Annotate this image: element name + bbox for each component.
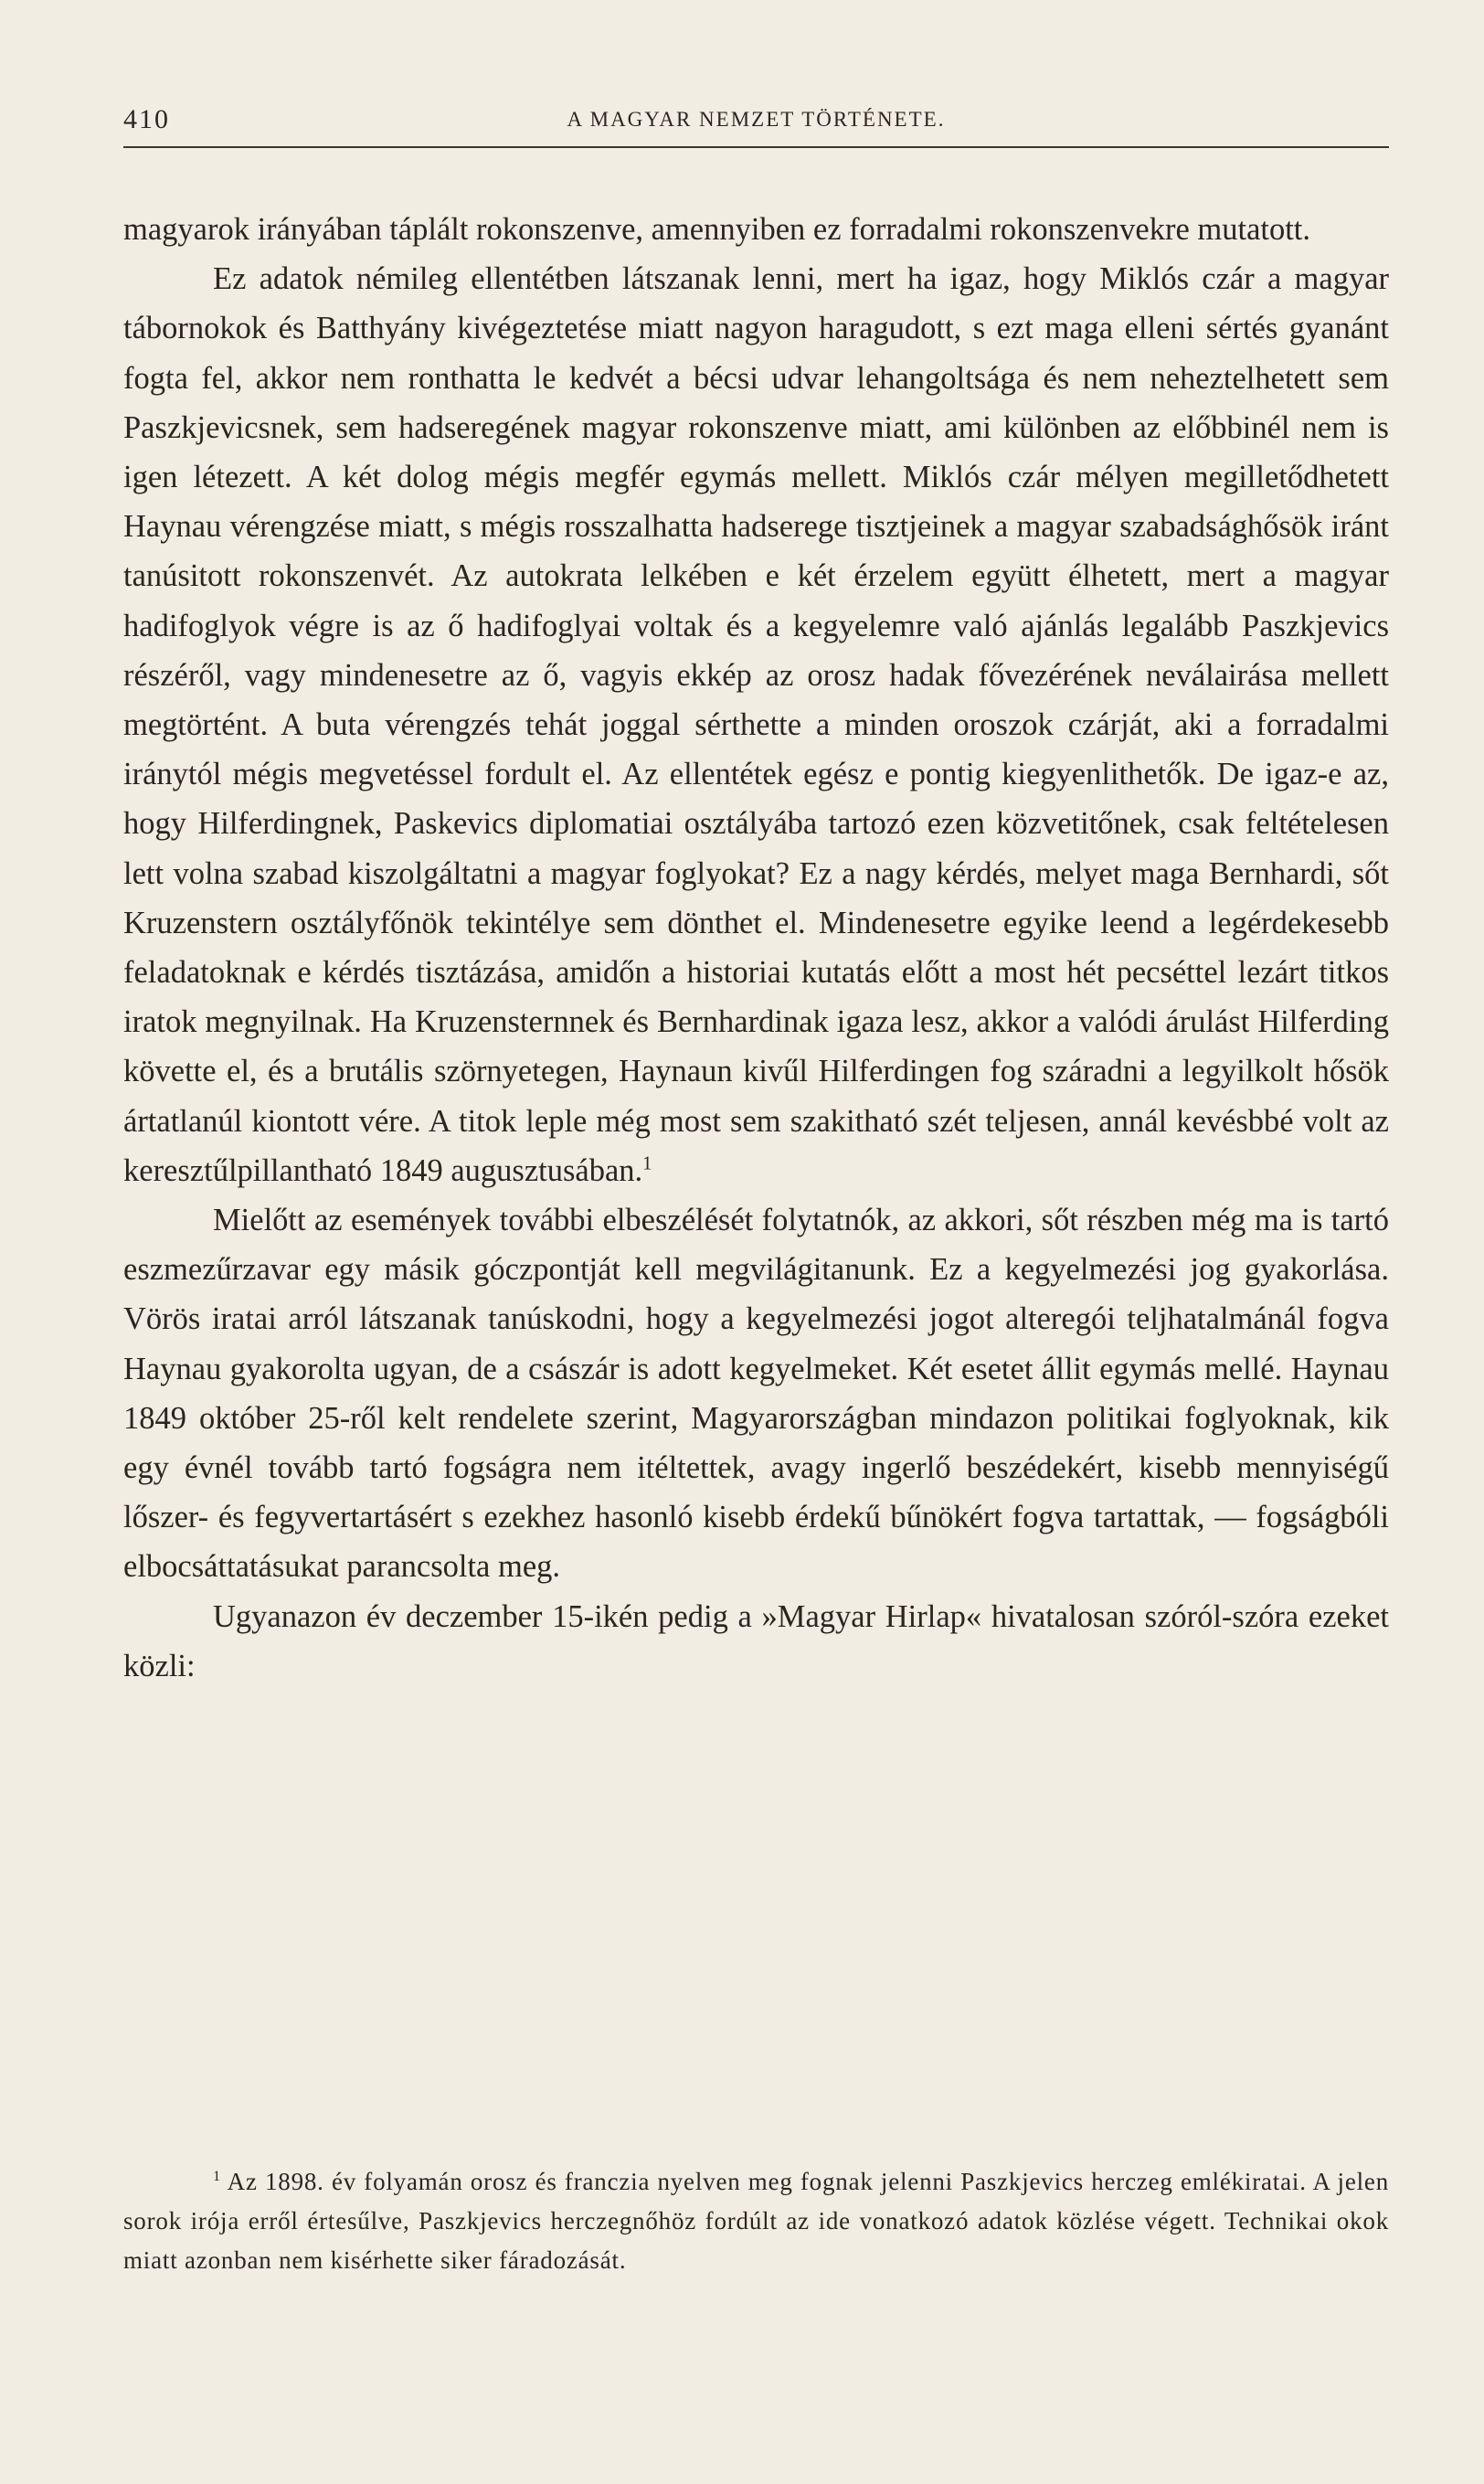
running-title: A MAGYAR NEMZET TÖRTÉNETE. (567, 108, 946, 131)
paragraph-1: magyarok irányában táplált rokonszenve, amennyiben ez forradalmi rokonszenvekre mutatott. (123, 212, 1311, 247)
footnote-1 (123, 2162, 1389, 2280)
paragraph-2-text: Ez adatok némileg ellentétben látszanak lenni, mert ha igaz, hogy Miklós czár a magyar tábornokok és Batthyány kivégeztetése miatt nagyon haragudott, s ezt maga elleni sértés gyanánt fogta fel, akkor nem ronthatta le kedvét a bécsi udvar lehangoltsága és nem neheztelhetett sem Paszkjevicsnek, sem hadseregének magyar rokonszenve miatt, ami különben az előbbinél nem is igen létezett. A két dolog mégis megfér egymás mellett. Miklós czár mélyen megilletődhetett Haynau vérengzése miatt, s mégis rosszalhatta hadserege tisztjeinek a magyar szabadsághősök iránt tanúsitott rokonszenvét. Az autokrata lelkében e két érzelem együtt élhetett, mert a magyar hadifoglyok végre is az ő hadifoglyai voltak és a kegyelemre való ajánlás legalább Paszkjevics részéről, vagy mindenesetre az ő, vagyis ekkép az orosz hadak fővezérének neválairása mellett megtörtént. A buta vérengzés tehát joggal sérthette a minden oroszok czárját, aki a forradalmi iránytól mégis megvetéssel fordult el. Az ellentétek egész e pontig kiegyenlithetők. De igaz-e az, hogy Hilferdingnek, Paskevics diplomatiai osztályába tartozó ezen közvetitőnek, csak feltételesen lett volna szabad kiszolgáltatni a magyar foglyokat? Ez a nagy kérdés, melyet maga Bernhardi, sőt Kruzenstern osztályfőnök tekintélye sem dönthet el. Mindenesetre egyike leend a legérdekesebb feladatoknak e kérdés tisztázása, amidőn a historiai kutatás előtt a most hét pecséttel lezárt titkos iratok megnyilnak. Ha Kruzensternnek és Bernhardinak igaza lesz, akkor a valódi árulást Hilferding követte el, és a brutális szörnyetegen, Haynaun kivűl Hilferdingen fog száradni a legyilkolt hősök ártatlanúl kiontott vére. A titok leple még most sem szakitható szét teljesen, annál kevésbbé volt az keresztűlpillantható 1849 augusztusában. (123, 261, 1389, 1188)
page-number: 410 (123, 104, 170, 134)
footnote-text: Az 1898. év folyamán orosz és franczia nyelven meg fognak jelenni Paszkjevics herczeg emlékiratai. A jelen sorok irója erről értesűlve, Paszkjevics herczegnőhöz fordúlt az ide vonatkozó adatok közlése végett. Technikai okok miatt azonban nem kisérhette siker fáradozását. (123, 2168, 1390, 2274)
page-header (123, 99, 1389, 148)
footnote-marker: 1 (213, 2168, 221, 2184)
paragraph-4: Ugyanazon év deczember 15-ikén pedig a »Magyar Hirlap« hivatalosan szóról-szóra ezeket közli: (123, 1598, 1389, 1683)
footnotes (123, 2162, 1389, 2280)
paragraph-3: Mielőtt az események további elbeszélését folytatnók, az akkori, sőt részben még ma is tartó eszmezűrzavar egy másik góczpontját kell megvilágitanunk. Ez a kegyelmezési jog gyakorlása. Vörös iratai arról látszanak tanúskodni, hogy a kegyelmezési jogot alteregói teljhatalmánál fogva Haynau gyakorolta ugyan, de a császár is adott kegyelmeket. Két esetet állit egymás mellé. Haynau 1849 október 25-ről kelt rendelete szerint, Magyarországban mindazon politikai foglyoknak, kik egy évnél tovább tartó fogságra nem itéltettek, avagy ingerlő beszédekért, kisebb mennyiségű lőszer- és fegyvertartásért s ezekhez hasonló kisebb érdekű bűnökért fogva tartattak, — fogságbóli elbocsáttatásukat parancsolta meg. (123, 1203, 1389, 1585)
main-text (123, 205, 1389, 1691)
paragraph-2 (123, 254, 1389, 1195)
footnote-reference: 1 (642, 1153, 652, 1174)
